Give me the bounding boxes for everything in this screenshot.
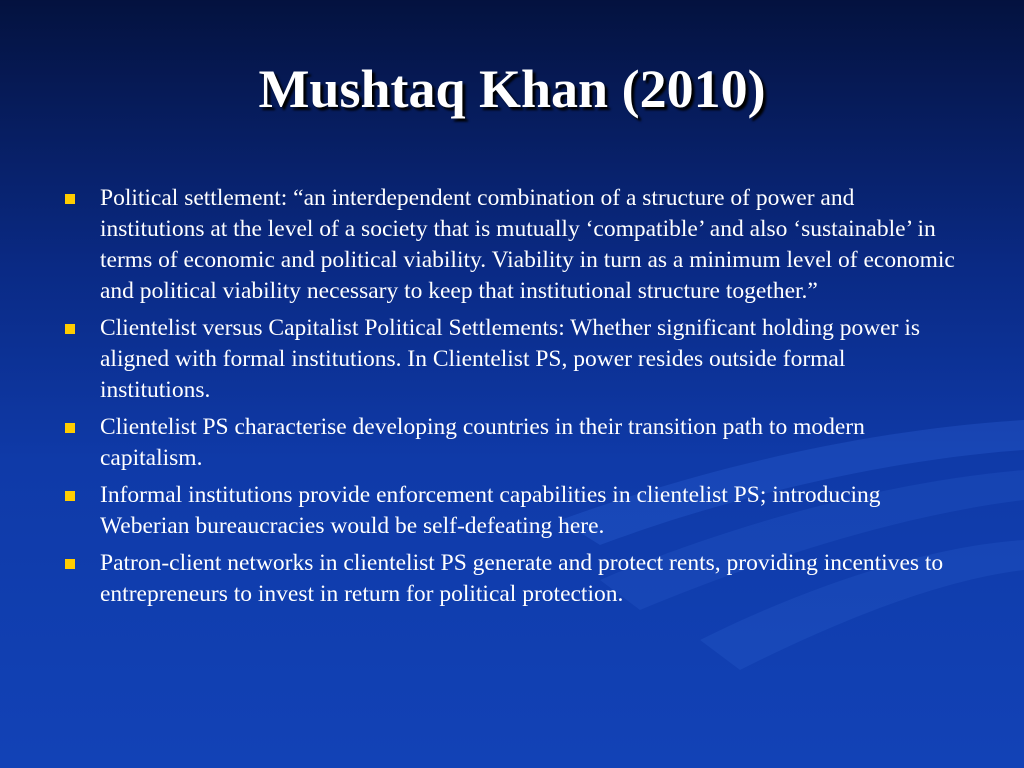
bullet-text: Political settlement: “an interdependent combination of a structure of power and institutions at the level of a society that is mutually ‘compatible’ and also ‘sustainable’ in terms of economic and political viability. Viability in turn as a minimum level of economic and political viability necessary to keep that institutional structure together.”	[100, 185, 955, 304]
bullet-text: Clientelist PS characterise developing countries in their transition path to modern capitalism.	[100, 414, 865, 471]
square-bullet-icon	[65, 491, 75, 501]
square-bullet-icon	[65, 324, 75, 334]
slide-title: Mushtaq Khan (2010)	[258, 59, 766, 119]
bullet-text: Patron-client networks in clientelist PS generate and protect rents, providing incentives to entrepreneurs to invest in return for political protection.	[100, 550, 944, 607]
bullet-item	[60, 313, 960, 406]
bullet-item	[60, 548, 960, 610]
square-bullet-icon	[65, 559, 75, 569]
square-bullet-icon	[65, 423, 75, 433]
bullet-item	[60, 183, 960, 307]
bullet-item	[60, 412, 960, 474]
bullet-text: Informal institutions provide enforcement capabilities in clientelist PS; introducing Weberian bureaucracies would be self-defeating here.	[100, 482, 881, 539]
bullet-item	[60, 480, 960, 542]
bullet-list	[60, 183, 960, 616]
bullet-text: Clientelist versus Capitalist Political Settlements: Whether significant holding power is aligned with formal institutions. In Clientelist PS, power resides outside formal institutions.	[100, 315, 920, 403]
square-bullet-icon	[65, 194, 75, 204]
